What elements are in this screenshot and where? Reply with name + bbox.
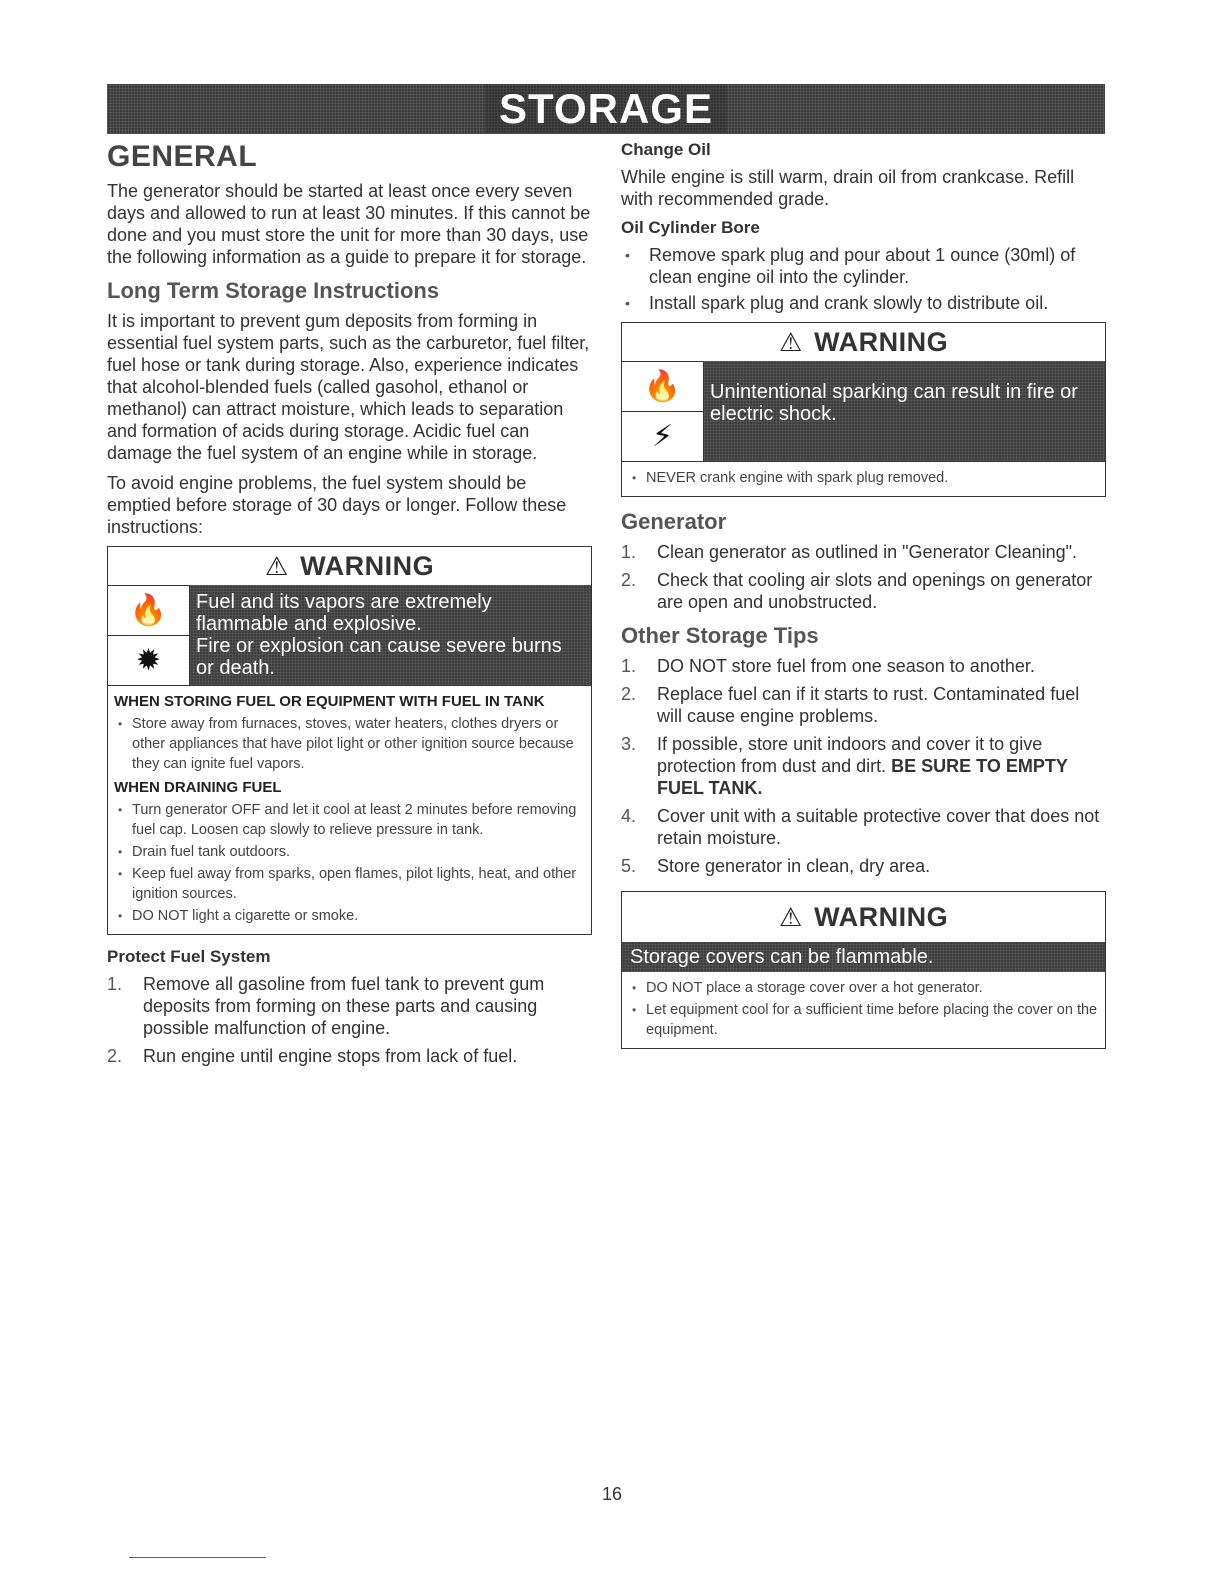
other-tips-heading: Other Storage Tips — [621, 623, 819, 648]
protect-fuel-list — [107, 973, 592, 1067]
general-heading: GENERAL — [107, 140, 258, 173]
list-item — [621, 655, 1106, 677]
cover-warning-header — [622, 892, 1105, 942]
fuel-hazard-line-1: Fuel and its vapors are extremely flammable and explosive. — [196, 591, 492, 635]
list-item: • Turn generator OFF and let it cool at least 2 minutes before removing fuel cap. Loosen cap slowly to relieve pressure in tank. — [114, 800, 585, 840]
generator-heading: Generator — [621, 509, 727, 534]
emphasis-text: BE SURE TO EMPTY FUEL TANK. — [657, 756, 1068, 798]
change-oil-text: While engine is still warm, drain oil from crankcase. Refill with recommended grade. — [621, 167, 1075, 209]
fuel-warning-header — [108, 547, 591, 585]
item-text: Clean generator as outlined in "Generator Cleaning". — [657, 542, 1078, 562]
item-number: 1. — [107, 974, 123, 994]
long-term-paragraph-1: It is important to prevent gum deposits from forming in essential fuel system parts, such as the carburetor, fuel filter, fuel hose or tank during storage. Also, experience indicates that alcohol-blended fuels (called gasohol, ethanol or methanol) can attract moisture, which leads to separation and formation of acids during storage. Acidic fuel can damage the fuel system of an engine while in storage. — [107, 311, 590, 463]
list-item: • Remove spark plug and pour about 1 ounce (30ml) of clean engine oil into the cylinder. — [621, 244, 1106, 288]
item-number: 3. — [621, 734, 637, 754]
list-item: • NEVER crank engine with spark plug removed. — [628, 468, 1099, 488]
fire-icon: 🔥 — [622, 361, 704, 411]
other-tips-list — [621, 655, 1106, 877]
fuel-warning-icons — [108, 585, 190, 685]
change-oil-heading: Change Oil — [621, 140, 711, 159]
list-item — [107, 1045, 592, 1067]
warning-triangle-icon: ⚠ — [778, 326, 803, 357]
explosion-icon: ✹ — [108, 635, 190, 685]
warning-signal-word: WARNING — [814, 901, 949, 932]
long-term-heading: Long Term Storage Instructions — [107, 278, 440, 303]
spark-hazard-statement: Unintentional sparking can result in fire or electric shock. — [704, 361, 1105, 461]
item-number: 2. — [621, 570, 637, 590]
item-text: Run engine until engine stops from lack of fuel. — [143, 1046, 518, 1066]
draining-fuel-list — [114, 800, 585, 926]
item-text: If possible, store unit indoors and cover it to give protection from dust and dirt. — [657, 734, 1043, 776]
spark-warning-hazard-row — [622, 361, 1105, 461]
storing-fuel-subheading: WHEN STORING FUEL OR EQUIPMENT WITH FUEL IN TANK — [114, 693, 545, 710]
list-item: • Store away from furnaces, stoves, water heaters, clothes dryers or other appliances that have pilot light or other ignition source because they can ignite fuel vapors. — [114, 714, 585, 774]
storing-fuel-list — [114, 714, 585, 774]
list-item: • Install spark plug and crank slowly to distribute oil. — [621, 292, 1106, 314]
fuel-warning-box — [107, 546, 592, 935]
fuel-hazard-statement — [190, 585, 591, 685]
item-text: Cover unit with a suitable protective cover that does not retain moisture. — [657, 806, 1100, 848]
list-item: • DO NOT place a storage cover over a hot generator. — [628, 978, 1099, 998]
fire-icon: 🔥 — [108, 585, 190, 635]
warning-signal-word: WARNING — [300, 550, 435, 581]
left-column — [107, 140, 592, 1075]
item-text: DO NOT store fuel from one season to another. — [657, 656, 1035, 676]
long-term-paragraph-2: To avoid engine problems, the fuel system should be emptied before storage of 30 days or longer. Follow these instructions: — [107, 473, 567, 537]
spark-warning-header — [622, 323, 1105, 361]
item-number: 4. — [621, 806, 637, 826]
list-item — [621, 541, 1106, 563]
list-item — [107, 973, 592, 1039]
list-item — [621, 733, 1106, 799]
list-item — [621, 805, 1106, 849]
item-number: 2. — [621, 684, 637, 704]
fire-warning-triangle-icon: ⚠ — [778, 901, 803, 932]
list-item — [621, 569, 1106, 613]
fuel-warning-hazard-row — [108, 585, 591, 685]
protect-fuel-heading: Protect Fuel System — [107, 947, 271, 966]
item-text: Replace fuel can if it starts to rust. Contaminated fuel will cause engine problems. — [657, 684, 1080, 726]
spark-warning-box — [621, 322, 1106, 497]
electric-shock-icon: ⚡ — [622, 411, 704, 461]
fuel-warning-instructions — [108, 685, 591, 934]
item-text: Check that cooling air slots and openings on generator are open and unobstructed. — [657, 570, 1093, 612]
page-number: 16 — [601, 1484, 623, 1504]
right-column — [621, 140, 1106, 1061]
spark-warning-icons — [622, 361, 704, 461]
item-text: Remove all gasoline from fuel tank to prevent gum deposits from forming on these parts and causing possible malfunction of engine. — [143, 974, 545, 1038]
list-item — [621, 855, 1106, 877]
oil-cylinder-heading: Oil Cylinder Bore — [621, 218, 760, 237]
list-item: • Drain fuel tank outdoors. — [114, 842, 585, 862]
item-number: 2. — [107, 1046, 123, 1066]
item-text: Store generator in clean, dry area. — [657, 856, 931, 876]
spark-warning-list — [628, 468, 1099, 488]
oil-cylinder-list — [621, 244, 1106, 314]
warning-triangle-icon: ⚠ — [264, 550, 289, 581]
footer-rule — [129, 1557, 266, 1558]
item-number: 5. — [621, 856, 637, 876]
fuel-hazard-line-2: Fire or explosion can cause severe burns or death. — [196, 635, 562, 679]
item-number: 1. — [621, 542, 637, 562]
spark-warning-instructions — [622, 461, 1105, 496]
list-item: • Keep fuel away from sparks, open flames, pilot lights, heat, and other ignition sources. — [114, 864, 585, 904]
list-item — [621, 683, 1106, 727]
storage-banner — [107, 84, 1105, 134]
general-intro: The generator should be started at least once every seven days and allowed to run at least 30 minutes. If this cannot be done and you must store the unit for more than 30 days, use the following information as a guide to prepare it for storage. — [107, 181, 591, 267]
draining-fuel-subheading: WHEN DRAINING FUEL — [114, 779, 282, 796]
list-item: • DO NOT light a cigarette or smoke. — [114, 906, 585, 926]
warning-signal-word: WARNING — [814, 326, 949, 357]
cover-hazard-statement: Storage covers can be flammable. — [622, 942, 1105, 972]
cover-warning-list — [628, 978, 1099, 1040]
banner-title: STORAGE — [485, 85, 727, 133]
list-item: • Let equipment cool for a sufficient time before placing the cover on the equipment. — [628, 1000, 1099, 1040]
item-number: 1. — [621, 656, 637, 676]
cover-warning-box — [621, 891, 1106, 1049]
generator-list — [621, 541, 1106, 613]
cover-warning-instructions — [622, 972, 1105, 1048]
